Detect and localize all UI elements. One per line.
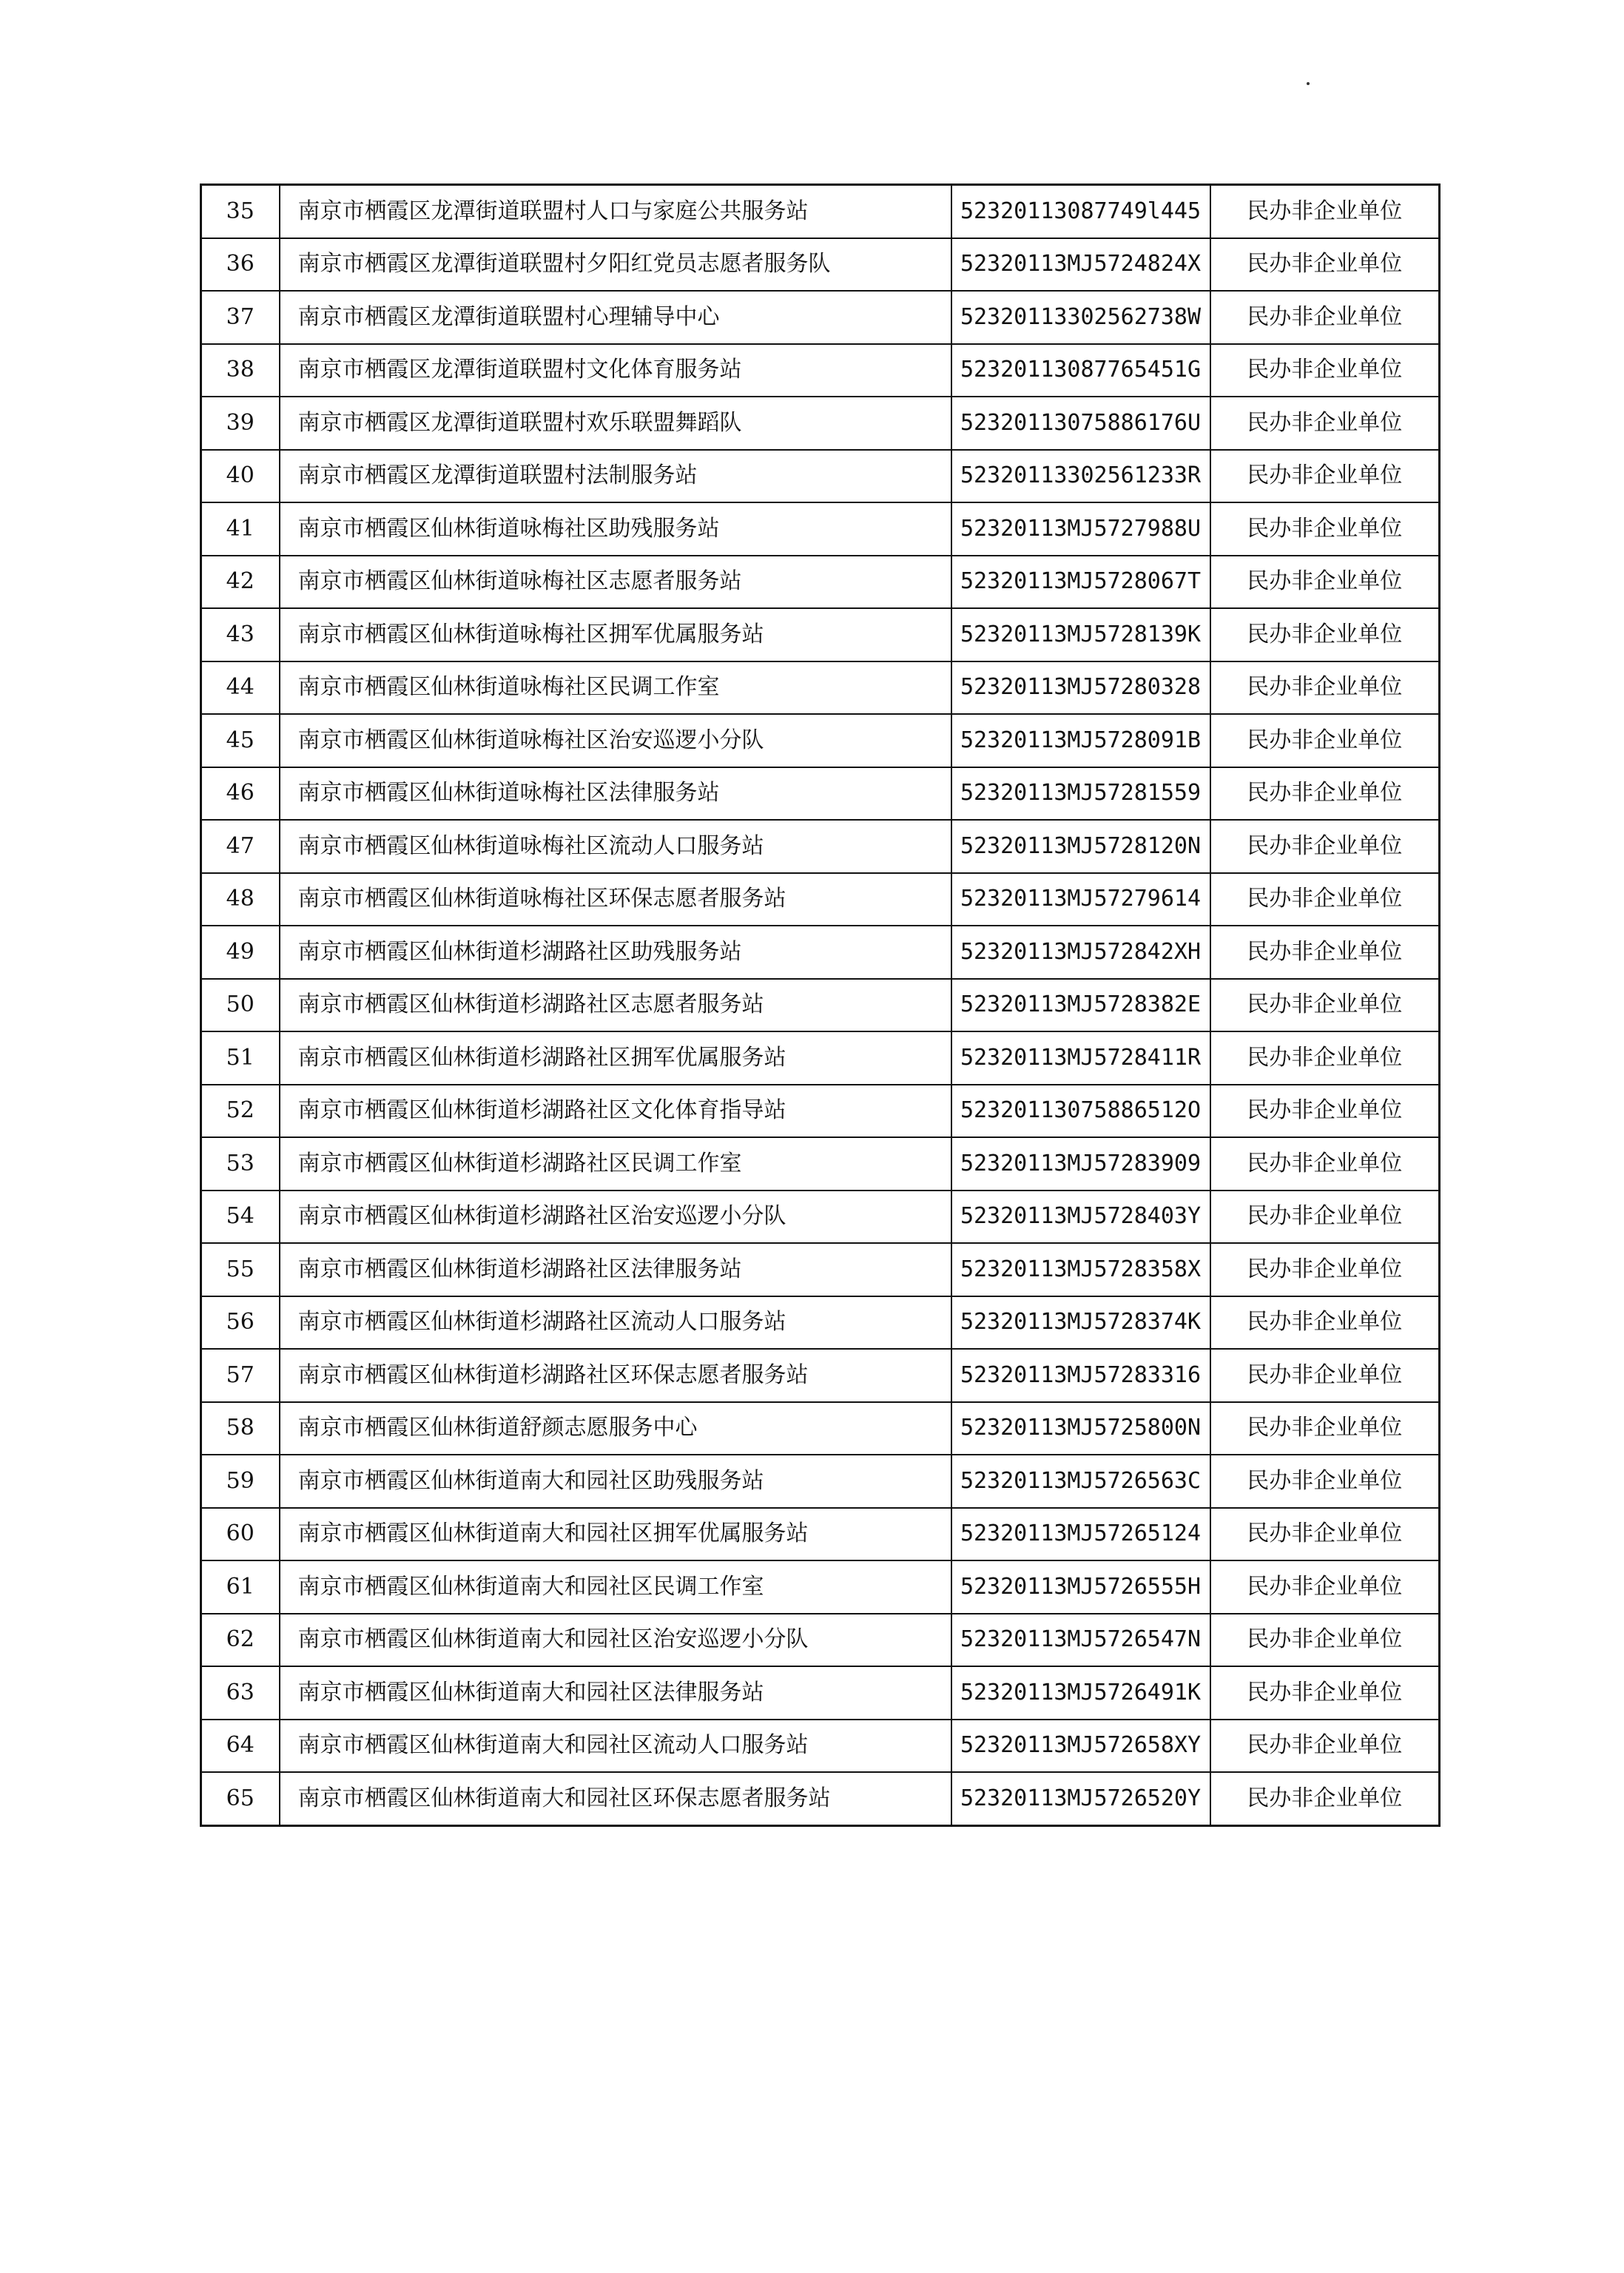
table-row — [201, 556, 1440, 609]
table-row — [201, 820, 1440, 873]
row-number-cell: 46 — [201, 767, 280, 821]
organization-type-cell: 民办非企业单位 — [1210, 238, 1440, 292]
table-row — [201, 1614, 1440, 1667]
row-number-cell: 53 — [201, 1137, 280, 1191]
organization-type-cell: 民办非企业单位 — [1210, 1772, 1440, 1825]
organization-name-cell: 南京市栖霞区仙林街道舒颜志愿服务中心 — [280, 1402, 951, 1455]
organization-name-cell: 南京市栖霞区仙林街道咏梅社区法律服务站 — [280, 767, 951, 821]
organization-name-cell: 南京市栖霞区仙林街道咏梅社区志愿者服务站 — [280, 556, 951, 609]
organization-type-cell: 民办非企业单位 — [1210, 344, 1440, 397]
credit-code-cell: 52320113MJ57280328 — [951, 661, 1210, 715]
row-number-cell: 51 — [201, 1031, 280, 1085]
credit-code-cell: 52320113MJ5728120N — [951, 820, 1210, 873]
table-row — [201, 291, 1440, 344]
organization-type-cell: 民办非企业单位 — [1210, 1191, 1440, 1244]
table-row — [201, 1085, 1440, 1138]
table-row — [201, 979, 1440, 1032]
table-body — [201, 185, 1440, 1826]
organization-name-cell: 南京市栖霞区仙林街道咏梅社区环保志愿者服务站 — [280, 873, 951, 926]
credit-code-cell: 52320113MJ572658XY — [951, 1720, 1210, 1773]
row-number-cell: 56 — [201, 1296, 280, 1350]
row-number-cell: 58 — [201, 1402, 280, 1455]
table-row — [201, 1455, 1440, 1508]
organization-type-cell: 民办非企业单位 — [1210, 291, 1440, 344]
organization-name-cell: 南京市栖霞区仙林街道南大和园社区助残服务站 — [280, 1455, 951, 1508]
row-number-cell: 60 — [201, 1508, 280, 1561]
organization-name-cell: 南京市栖霞区仙林街道杉湖路社区助残服务站 — [280, 926, 951, 979]
organization-type-cell: 民办非企业单位 — [1210, 1560, 1440, 1614]
organization-name-cell: 南京市栖霞区仙林街道咏梅社区流动人口服务站 — [280, 820, 951, 873]
organization-name-cell: 南京市栖霞区仙林街道南大和园社区流动人口服务站 — [280, 1720, 951, 1773]
table-row — [201, 1402, 1440, 1455]
credit-code-cell: 52320113MJ5724824X — [951, 238, 1210, 292]
organization-type-cell: 民办非企业单位 — [1210, 1031, 1440, 1085]
table-row — [201, 1666, 1440, 1720]
organization-type-cell: 民办非企业单位 — [1210, 1720, 1440, 1773]
table-row — [201, 608, 1440, 661]
table-row — [201, 1296, 1440, 1350]
organization-type-cell: 民办非企业单位 — [1210, 820, 1440, 873]
table-row — [201, 344, 1440, 397]
row-number-cell: 57 — [201, 1349, 280, 1402]
organization-name-cell: 南京市栖霞区龙潭街道联盟村夕阳红党员志愿者服务队 — [280, 238, 951, 292]
organization-type-cell: 民办非企业单位 — [1210, 397, 1440, 450]
credit-code-cell: 52320113MJ5726547N — [951, 1614, 1210, 1667]
organization-type-cell: 民办非企业单位 — [1210, 873, 1440, 926]
organization-type-cell: 民办非企业单位 — [1210, 1614, 1440, 1667]
credit-code-cell: 52320113MJ5726563C — [951, 1455, 1210, 1508]
organization-name-cell: 南京市栖霞区仙林街道咏梅社区拥军优属服务站 — [280, 608, 951, 661]
credit-code-cell: 52320113087765451G — [951, 344, 1210, 397]
organization-name-cell: 南京市栖霞区仙林街道杉湖路社区治安巡逻小分队 — [280, 1191, 951, 1244]
row-number-cell: 47 — [201, 820, 280, 873]
credit-code-cell: 52320113MJ57281559 — [951, 767, 1210, 821]
credit-code-cell: 52320113MJ57265124 — [951, 1508, 1210, 1561]
organization-name-cell: 南京市栖霞区仙林街道南大和园社区环保志愿者服务站 — [280, 1772, 951, 1825]
credit-code-cell: 52320113MJ5728091B — [951, 714, 1210, 767]
credit-code-cell: 52320113MJ5728382E — [951, 979, 1210, 1032]
table-row — [201, 450, 1440, 503]
table-row — [201, 1243, 1440, 1296]
row-number-cell: 43 — [201, 608, 280, 661]
table-row — [201, 1191, 1440, 1244]
credit-code-cell: 52320113MJ5727988U — [951, 502, 1210, 556]
credit-code-cell: 52320113MJ5728374K — [951, 1296, 1210, 1350]
organization-type-cell: 民办非企业单位 — [1210, 1243, 1440, 1296]
credit-code-cell: 52320113MJ5728358X — [951, 1243, 1210, 1296]
row-number-cell: 61 — [201, 1560, 280, 1614]
credit-code-cell: 52320113MJ57283909 — [951, 1137, 1210, 1191]
organization-name-cell: 南京市栖霞区龙潭街道联盟村人口与家庭公共服务站 — [280, 185, 951, 238]
credit-code-cell: 52320113MJ5728411R — [951, 1031, 1210, 1085]
credit-code-cell: 52320113302561233R — [951, 450, 1210, 503]
credit-code-cell: 52320113MJ5728139K — [951, 608, 1210, 661]
organization-name-cell: 南京市栖霞区仙林街道咏梅社区治安巡逻小分队 — [280, 714, 951, 767]
row-number-cell: 55 — [201, 1243, 280, 1296]
table-row — [201, 1137, 1440, 1191]
credit-code-cell: 52320113MJ5728067T — [951, 556, 1210, 609]
organization-type-cell: 民办非企业单位 — [1210, 1508, 1440, 1561]
organization-name-cell: 南京市栖霞区仙林街道杉湖路社区文化体育指导站 — [280, 1085, 951, 1138]
organization-name-cell: 南京市栖霞区仙林街道咏梅社区民调工作室 — [280, 661, 951, 715]
table-row — [201, 1772, 1440, 1825]
organization-type-cell: 民办非企业单位 — [1210, 1085, 1440, 1138]
row-number-cell: 54 — [201, 1191, 280, 1244]
organization-name-cell: 南京市栖霞区龙潭街道联盟村文化体育服务站 — [280, 344, 951, 397]
organization-name-cell: 南京市栖霞区仙林街道杉湖路社区民调工作室 — [280, 1137, 951, 1191]
table-row — [201, 185, 1440, 238]
organization-type-cell: 民办非企业单位 — [1210, 1455, 1440, 1508]
organization-type-cell: 民办非企业单位 — [1210, 1296, 1440, 1350]
organization-type-cell: 民办非企业单位 — [1210, 1402, 1440, 1455]
organization-type-cell: 民办非企业单位 — [1210, 661, 1440, 715]
credit-code-cell: 52320113MJ5728403Y — [951, 1191, 1210, 1244]
table-row — [201, 1720, 1440, 1773]
row-number-cell: 48 — [201, 873, 280, 926]
organization-name-cell: 南京市栖霞区仙林街道杉湖路社区环保志愿者服务站 — [280, 1349, 951, 1402]
row-number-cell: 42 — [201, 556, 280, 609]
row-number-cell: 40 — [201, 450, 280, 503]
organization-type-cell: 民办非企业单位 — [1210, 979, 1440, 1032]
organization-type-cell: 民办非企业单位 — [1210, 502, 1440, 556]
credit-code-cell: 52320113MJ572842XH — [951, 926, 1210, 979]
row-number-cell: 62 — [201, 1614, 280, 1667]
organization-name-cell: 南京市栖霞区龙潭街道联盟村法制服务站 — [280, 450, 951, 503]
row-number-cell: 63 — [201, 1666, 280, 1720]
credit-code-cell: 52320113087749l445 — [951, 185, 1210, 238]
credit-code-cell: 52320113MJ5726555H — [951, 1560, 1210, 1614]
table-row — [201, 1508, 1440, 1561]
organization-name-cell: 南京市栖霞区仙林街道咏梅社区助残服务站 — [280, 502, 951, 556]
organization-type-cell: 民办非企业单位 — [1210, 1349, 1440, 1402]
row-number-cell: 44 — [201, 661, 280, 715]
row-number-cell: 64 — [201, 1720, 280, 1773]
row-number-cell: 50 — [201, 979, 280, 1032]
organization-registry-table — [200, 183, 1441, 1827]
table-row — [201, 873, 1440, 926]
table-row — [201, 502, 1440, 556]
table-row — [201, 767, 1440, 821]
organization-type-cell: 民办非企业单位 — [1210, 1137, 1440, 1191]
row-number-cell: 38 — [201, 344, 280, 397]
organization-type-cell: 民办非企业单位 — [1210, 450, 1440, 503]
credit-code-cell: 52320113MJ57283316 — [951, 1349, 1210, 1402]
table-row — [201, 238, 1440, 292]
row-number-cell: 35 — [201, 185, 280, 238]
organization-type-cell: 民办非企业单位 — [1210, 926, 1440, 979]
credit-code-cell: 52320113MJ5725800N — [951, 1402, 1210, 1455]
organization-type-cell: 民办非企业单位 — [1210, 608, 1440, 661]
credit-code-cell: 52320113075886176U — [951, 397, 1210, 450]
table-row — [201, 1560, 1440, 1614]
table-row — [201, 1031, 1440, 1085]
table-row — [201, 1349, 1440, 1402]
row-number-cell: 36 — [201, 238, 280, 292]
organization-type-cell: 民办非企业单位 — [1210, 556, 1440, 609]
row-number-cell: 59 — [201, 1455, 280, 1508]
organization-name-cell: 南京市栖霞区仙林街道南大和园社区拥军优属服务站 — [280, 1508, 951, 1561]
table-row — [201, 926, 1440, 979]
row-number-cell: 45 — [201, 714, 280, 767]
credit-code-cell: 52320113075886512O — [951, 1085, 1210, 1138]
organization-type-cell: 民办非企业单位 — [1210, 185, 1440, 238]
row-number-cell: 41 — [201, 502, 280, 556]
organization-name-cell: 南京市栖霞区仙林街道杉湖路社区法律服务站 — [280, 1243, 951, 1296]
table-row — [201, 661, 1440, 715]
credit-code-cell: 52320113MJ57279614 — [951, 873, 1210, 926]
organization-name-cell: 南京市栖霞区仙林街道杉湖路社区志愿者服务站 — [280, 979, 951, 1032]
scan-speck — [1307, 82, 1310, 85]
row-number-cell: 37 — [201, 291, 280, 344]
row-number-cell: 52 — [201, 1085, 280, 1138]
organization-name-cell: 南京市栖霞区仙林街道杉湖路社区拥军优属服务站 — [280, 1031, 951, 1085]
credit-code-cell: 52320113MJ5726491K — [951, 1666, 1210, 1720]
row-number-cell: 49 — [201, 926, 280, 979]
organization-type-cell: 民办非企业单位 — [1210, 767, 1440, 821]
row-number-cell: 39 — [201, 397, 280, 450]
organization-name-cell: 南京市栖霞区龙潭街道联盟村心理辅导中心 — [280, 291, 951, 344]
organization-name-cell: 南京市栖霞区仙林街道杉湖路社区流动人口服务站 — [280, 1296, 951, 1350]
row-number-cell: 65 — [201, 1772, 280, 1825]
organization-name-cell: 南京市栖霞区仙林街道南大和园社区治安巡逻小分队 — [280, 1614, 951, 1667]
credit-code-cell: 52320113MJ5726520Y — [951, 1772, 1210, 1825]
organization-type-cell: 民办非企业单位 — [1210, 714, 1440, 767]
organization-name-cell: 南京市栖霞区龙潭街道联盟村欢乐联盟舞蹈队 — [280, 397, 951, 450]
organization-name-cell: 南京市栖霞区仙林街道南大和园社区法律服务站 — [280, 1666, 951, 1720]
table-row — [201, 714, 1440, 767]
credit-code-cell: 52320113302562738W — [951, 291, 1210, 344]
table-row — [201, 397, 1440, 450]
organization-type-cell: 民办非企业单位 — [1210, 1666, 1440, 1720]
organization-name-cell: 南京市栖霞区仙林街道南大和园社区民调工作室 — [280, 1560, 951, 1614]
